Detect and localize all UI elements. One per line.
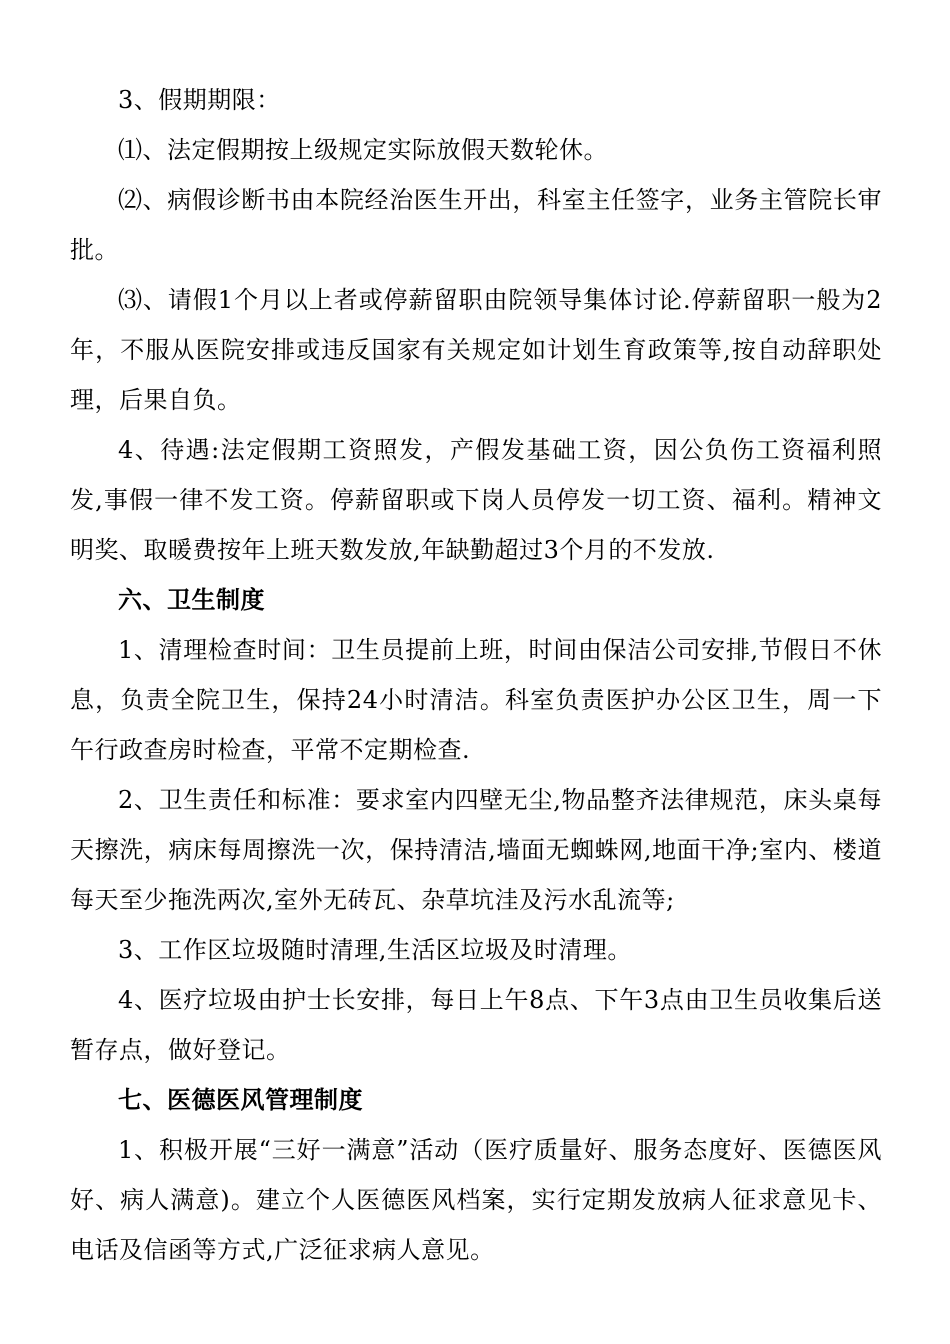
paragraph-hygiene-standards: 2、卫生责任和标准：要求室内四壁无尘,物品整齐法律规范，床头桌每天擦洗，病床每周擦洗一次，保持清洁,墙面无蜘蛛网,地面干净;室内、楼道每天至少拖洗两次,室外无砖瓦、杂草坑洼及污水乱流等; [70, 786, 882, 914]
paragraph-benefits: 4、待遇:法定假期工资照发，产假发基础工资，因公负伤工资福利照发,事假一律不发工资。停薪留职或下岗人员停发一切工资、福利。精神文明奖、取暖费按年上班天数发放,年缺勤超过3个月的不发放. [70, 436, 882, 564]
paragraph-garbage-cleanup: 3、工作区垃圾随时清理,生活区垃圾及时清理。 [118, 936, 632, 964]
paragraph-cleaning-schedule: 1、清理检查时间：卫生员提前上班，时间由保洁公司安排,节假日不休息，负责全院卫生，保持24小时清洁。科室负责医护办公区卫生，周一下午行政查房时检查，平常不定期检查. [70, 636, 882, 764]
section-heading-medical-ethics: 七、医德医风管理制度 [118, 1086, 363, 1114]
section-heading-hygiene: 六、卫生制度 [118, 586, 265, 614]
leave-period-heading: 3、假期期限： [118, 86, 281, 114]
paragraph-medical-waste: 4、医疗垃圾由护士长安排，每日上午8点、下午3点由卫生员收集后送暂存点，做好登记。 [70, 986, 882, 1064]
paragraph-sick-leave: ⑵、病假诊断书由本院经治医生开出，科室主任签字，业务主管院长审批。 [70, 186, 882, 264]
paragraph-long-leave: ⑶、请假1个月以上者或停薪留职由院领导集体讨论.停薪留职一般为2年，不服从医院安排或违反国家有关规定如计划生育政策等,按自动辞职处理，后果自负。 [70, 286, 882, 414]
paragraph-statutory-holiday: ⑴、法定假期按上级规定实际放假天数轮休。 [118, 136, 608, 164]
paragraph-ethics-activity: 1、积极开展“三好一满意”活动（医疗质量好、服务态度好、医德医风好、病人满意)。建立个人医德医风档案，实行定期发放病人征求意见卡、电话及信函等方式,广泛征求病人意见。 [70, 1136, 882, 1264]
